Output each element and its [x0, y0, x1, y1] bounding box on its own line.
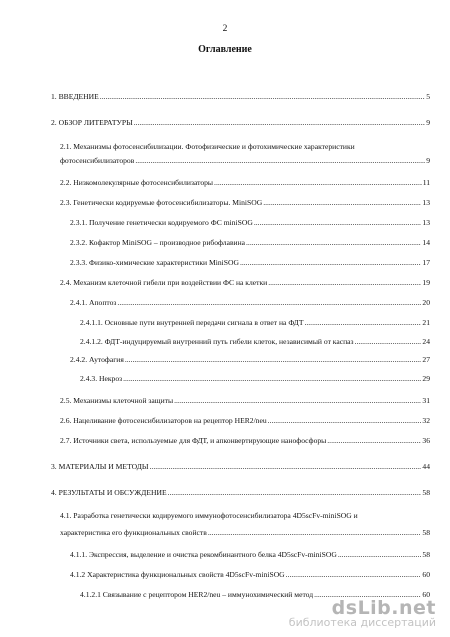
toc-entry-4[interactable]: 4. РЕЗУЛЬТАТЫ И ОБСУЖДЕНИЕ ..... 58: [51, 488, 430, 497]
toc-entry-2-4-2[interactable]: 2.4.2. Аутофагия ..... 27: [70, 355, 430, 364]
toc-entry-2-4-1-2[interactable]: 2.4.1.2. ФДТ-индуцируемый внутренний путь гибели клеток, независимый от каспаз ..... 24: [80, 337, 430, 346]
toc-entry-4-1-2-1[interactable]: 4.1.2.1 Связывание с рецептором HER2/neu – иммунохимический метод ..... 60: [80, 590, 430, 599]
toc-entry-2-2[interactable]: 2.2. Низкомолекулярные фотосенсибилизаторы ..... 11: [60, 178, 430, 187]
toc-entry-2-3[interactable]: 2.3. Генетически кодируемые фотосенсибилизаторы. MiniSOG ..... 13: [60, 198, 430, 207]
toc-entry-2-6[interactable]: 2.6. Нацеливание фотосенсибилизаторов на рецептор HER2/neu ..... 32: [60, 416, 430, 425]
toc-entry-3[interactable]: 3. МАТЕРИАЛЫ И МЕТОДЫ ..... 44: [51, 462, 430, 471]
watermark-logo: dsLib.net: [331, 597, 436, 619]
toc-entry-4-1-2[interactable]: 4.1.2 Характеристика функциональных свойств 4D5scFv-miniSOG ..... 60: [70, 570, 430, 579]
toc-entry-2-4-1[interactable]: 2.4.1. Апоптоз ..... 20: [70, 298, 430, 307]
page-number: 2: [222, 24, 228, 34]
toc-entry-2-3-2[interactable]: 2.3.2. Кофактор MiniSOG – производное рибофлавина ..... 14: [70, 238, 430, 247]
toc-entry-1[interactable]: 1. ВВЕДЕНИЕ ..... 5: [51, 92, 430, 101]
toc-entry-2[interactable]: 2. ОБЗОР ЛИТЕРАТУРЫ ..... 9: [51, 118, 430, 127]
toc-entry-2-4-1-1[interactable]: 2.4.1.1. Основные пути внутренней передачи сигнала в ответ на ФДТ ..... 21: [80, 318, 430, 327]
toc-entry-2-3-3[interactable]: 2.3.3. Физико-химические характеристики MiniSOG ..... 17: [70, 258, 430, 267]
toc-entry-2-4-3[interactable]: 2.4.3. Некроз ..... 29: [80, 374, 430, 383]
toc-entry-2-7[interactable]: 2.7. Источники света, используемые для ФДТ, и апконвертирующие нанофосфоры ..... 36: [60, 436, 430, 445]
toc-entry-2-5[interactable]: 2.5. Механизмы клеточной защиты ..... 31: [60, 396, 430, 405]
toc-entry-2-1-line1: 2.1. Механизмы фотосенсибилизации. Фотофизические и фотохимические характеристики: [60, 142, 355, 151]
page-title: Оглавление: [198, 44, 252, 55]
toc-entry-4-1[interactable]: характеристика его функциональных свойств ..... 58: [60, 528, 430, 537]
toc-entry-2-1[interactable]: фотосенсибилизаторов ..... 9: [60, 156, 430, 165]
toc-entry-4-1-line1: 4.1. Разработка генетически кодируемого иммунофотосенсибилизатора 4D5scFv-miniSOG и: [60, 511, 358, 520]
toc-entry-2-3-1[interactable]: 2.3.1. Получение генетически кодируемого ФС miniSOG ..... 13: [70, 218, 430, 227]
toc-entry-4-1-1[interactable]: 4.1.1. Экспрессия, выделение и очистка рекомбинантного белка 4D5scFv-miniSOG ..... 58: [70, 550, 430, 559]
watermark-tagline: библиотека диссертаций: [288, 616, 436, 629]
watermark: [289, 597, 436, 629]
toc-entry-2-4[interactable]: 2.4. Механизм клеточной гибели при воздействии ФС на клетки ..... 19: [60, 278, 430, 287]
